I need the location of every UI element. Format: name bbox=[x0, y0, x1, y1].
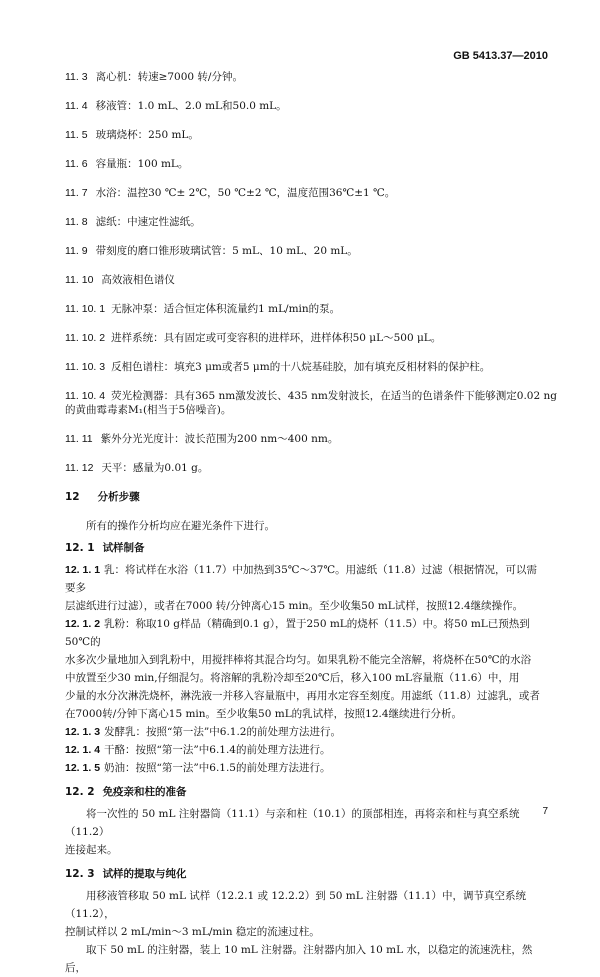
clause-item bbox=[65, 157, 543, 171]
clause-number: 11. 7 bbox=[65, 187, 88, 199]
paragraph-12-1-5 bbox=[65, 759, 543, 777]
clause-text: 高效液相色谱仪 bbox=[101, 274, 175, 286]
clause-item bbox=[65, 389, 557, 403]
section-number: 12. 3 bbox=[65, 868, 95, 880]
section-heading-12-3 bbox=[65, 867, 543, 881]
hplc-component-list bbox=[65, 302, 557, 417]
clause-number: 12. 1. 3 bbox=[65, 726, 101, 738]
text-line: 少量的水分次淋洗烧杯，淋洗液一并移入容量瓶中，再用水定容至刻度。用滤纸（11.8）过滤乳，或者 bbox=[65, 690, 540, 702]
section-intro: 所有的操作分析均应在避光条件下进行。 bbox=[86, 520, 275, 532]
clause-number: 11. 8 bbox=[65, 216, 88, 228]
apparatus-list bbox=[65, 70, 543, 287]
clause-text: 滤纸：中速定性滤纸。 bbox=[95, 216, 201, 228]
document-body bbox=[65, 70, 557, 977]
section-title: 分析步骤 bbox=[97, 491, 140, 503]
section-heading-12-2 bbox=[65, 785, 543, 799]
section-number: 12. 1 bbox=[65, 542, 95, 554]
text-line: 在7000转/分钟下离心15 min。至少收集50 mL的乳试样，按照12.4继续进行分析。 bbox=[65, 708, 463, 720]
clause-number: 11. 4 bbox=[65, 100, 88, 112]
section-title: 试样的提取与纯化 bbox=[102, 868, 187, 880]
section-title: 试样制备 bbox=[102, 542, 145, 554]
clause-number: 11. 12 bbox=[65, 462, 94, 474]
section-title: 免疫亲和柱的准备 bbox=[102, 786, 187, 798]
clause-number: 12. 1. 4 bbox=[65, 744, 101, 756]
clause-item bbox=[65, 186, 543, 200]
clause-text: 紫外分光光度计：波长范围为200 nm～400 nm。 bbox=[100, 433, 339, 445]
clause-text: 荧光检测器：具有365 nm激发波长、435 nm发射波长，在适当的色谱条件下能够测定0.02 ng bbox=[111, 390, 557, 402]
text-line: 水多次少量地加入到乳粉中，用搅拌棒将其混合均匀。如果乳粉不能完全溶解，将烧杯在50℃的水浴 bbox=[65, 654, 532, 666]
clause-number: 12. 1. 2 bbox=[65, 618, 101, 630]
paragraph-12-1-1 bbox=[65, 561, 543, 597]
clause-text: 带刻度的磨口锥形玻璃试管：5 mL、10 mL、20 mL。 bbox=[95, 245, 358, 257]
clause-item bbox=[65, 432, 543, 446]
clause-number: 11. 6 bbox=[65, 158, 88, 170]
paragraph-12-1-2 bbox=[65, 615, 543, 651]
text-line: 发酵乳：按照“第一法”中6.1.2的前处理方法进行。 bbox=[104, 726, 341, 738]
text-line: 干酪：按照“第一法”中6.1.4的前处理方法进行。 bbox=[104, 744, 331, 756]
clause-item bbox=[65, 70, 543, 84]
clause-text: 移液管：1.0 mL、2.0 mL和50.0 mL。 bbox=[95, 100, 287, 112]
clause-item bbox=[65, 244, 543, 258]
section-heading-12 bbox=[65, 490, 543, 504]
clause-text: 无脉冲泵：适合恒定体积流量约1 mL/min的泵。 bbox=[111, 303, 341, 315]
clause-number: 11. 10. 1 bbox=[65, 303, 106, 315]
text-line: 奶油：按照“第一法”中6.1.5的前处理方法进行。 bbox=[104, 762, 331, 774]
text-line: 用移液管移取 50 mL 试样（12.2.1 或 12.2.2）到 50 mL 注射器（11.1）中，调节真空系统（11.2）， bbox=[65, 890, 526, 920]
clause-item bbox=[65, 331, 543, 345]
clause-number: 11. 5 bbox=[65, 129, 88, 141]
apparatus-list-continued bbox=[65, 432, 543, 475]
clause-number: 11. 11 bbox=[65, 433, 93, 445]
paragraph-12-1-4 bbox=[65, 741, 543, 759]
text-line: 取下 50 mL 的注射器，装上 10 mL 注射器。注射器内加入 10 mL 水，以稳定的流速洗柱，然后， bbox=[65, 944, 533, 974]
paragraph-12-1-3 bbox=[65, 723, 543, 741]
clause-item bbox=[65, 461, 543, 475]
text-line: 连接起来。 bbox=[65, 844, 118, 856]
clause-text: 容量瓶：100 mL。 bbox=[95, 158, 189, 170]
clause-number: 11. 10. 4 bbox=[65, 390, 106, 402]
section-number: 12. 2 bbox=[65, 786, 95, 798]
section-number: 12 bbox=[65, 491, 80, 503]
clause-number: 11. 9 bbox=[65, 245, 88, 257]
text-line: 乳粉：称取10 g样品（精确到0.1 g），置于250 mL的烧杯（11.5）中。将50 mL已预热到50℃的 bbox=[65, 618, 530, 648]
clause-number: 11. 3 bbox=[65, 71, 88, 83]
clause-text: 进样系统：具有固定或可变容积的进样环，进样体积50 μL～500 μL。 bbox=[111, 332, 442, 344]
clause-text: 天平：感量为0.01 g。 bbox=[101, 462, 209, 474]
page-number: 7 bbox=[542, 806, 548, 817]
clause-item bbox=[65, 128, 543, 142]
text-line: 控制试样以 2 mL/min～3 mL/min 稳定的流速过柱。 bbox=[65, 926, 320, 938]
clause-text: 玻璃烧杯：250 mL。 bbox=[95, 129, 199, 141]
text-line: 中放置至少30 min,仔细混匀。将溶解的乳粉冷却至20℃后，移入100 mL容量瓶（11.6）中，用 bbox=[65, 672, 520, 684]
text-line: 将一次性的 50 mL 注射器筒（11.1）与亲和柱（10.1）的顶部相连，再将亲和柱与真空系统（11.2） bbox=[65, 808, 520, 838]
standard-code-header: GB 5413.37—2010 bbox=[453, 50, 548, 62]
clause-item bbox=[65, 99, 543, 113]
clause-number: 12. 1. 5 bbox=[65, 762, 101, 774]
clause-item bbox=[65, 273, 543, 287]
clause-number: 11. 10. 2 bbox=[65, 332, 106, 344]
clause-item bbox=[65, 360, 543, 374]
clause-number: 12. 1. 1 bbox=[65, 564, 101, 576]
clause-number: 11. 10 bbox=[65, 274, 94, 286]
section-heading-12-1 bbox=[65, 541, 543, 555]
clause-item bbox=[65, 215, 543, 229]
clause-text: 反相色谱柱：填充3 μm或者5 μm的十八烷基硅胶，加有填充反相材料的保护柱。 bbox=[111, 361, 491, 373]
clause-item bbox=[65, 302, 543, 316]
clause-text: 水浴：温控30 ℃± 2℃，50 ℃±2 ℃，温度范围36℃±1 ℃。 bbox=[95, 187, 396, 199]
clause-continuation: 的黄曲霉毒素M₁(相当于5倍噪音)。 bbox=[65, 404, 232, 416]
text-line: 乳：将试样在水浴（11.7）中加热到35℃～37℃。用滤纸（11.8）过滤（根据情况，可以需要多 bbox=[65, 564, 538, 594]
text-line: 层滤纸进行过滤），或者在7000 转/分钟离心15 min。至少收集50 mL试样，按照12.4继续操作。 bbox=[65, 600, 524, 612]
clause-number: 11. 10. 3 bbox=[65, 361, 106, 373]
clause-text: 离心机：转速≥7000 转/分钟。 bbox=[95, 71, 243, 83]
